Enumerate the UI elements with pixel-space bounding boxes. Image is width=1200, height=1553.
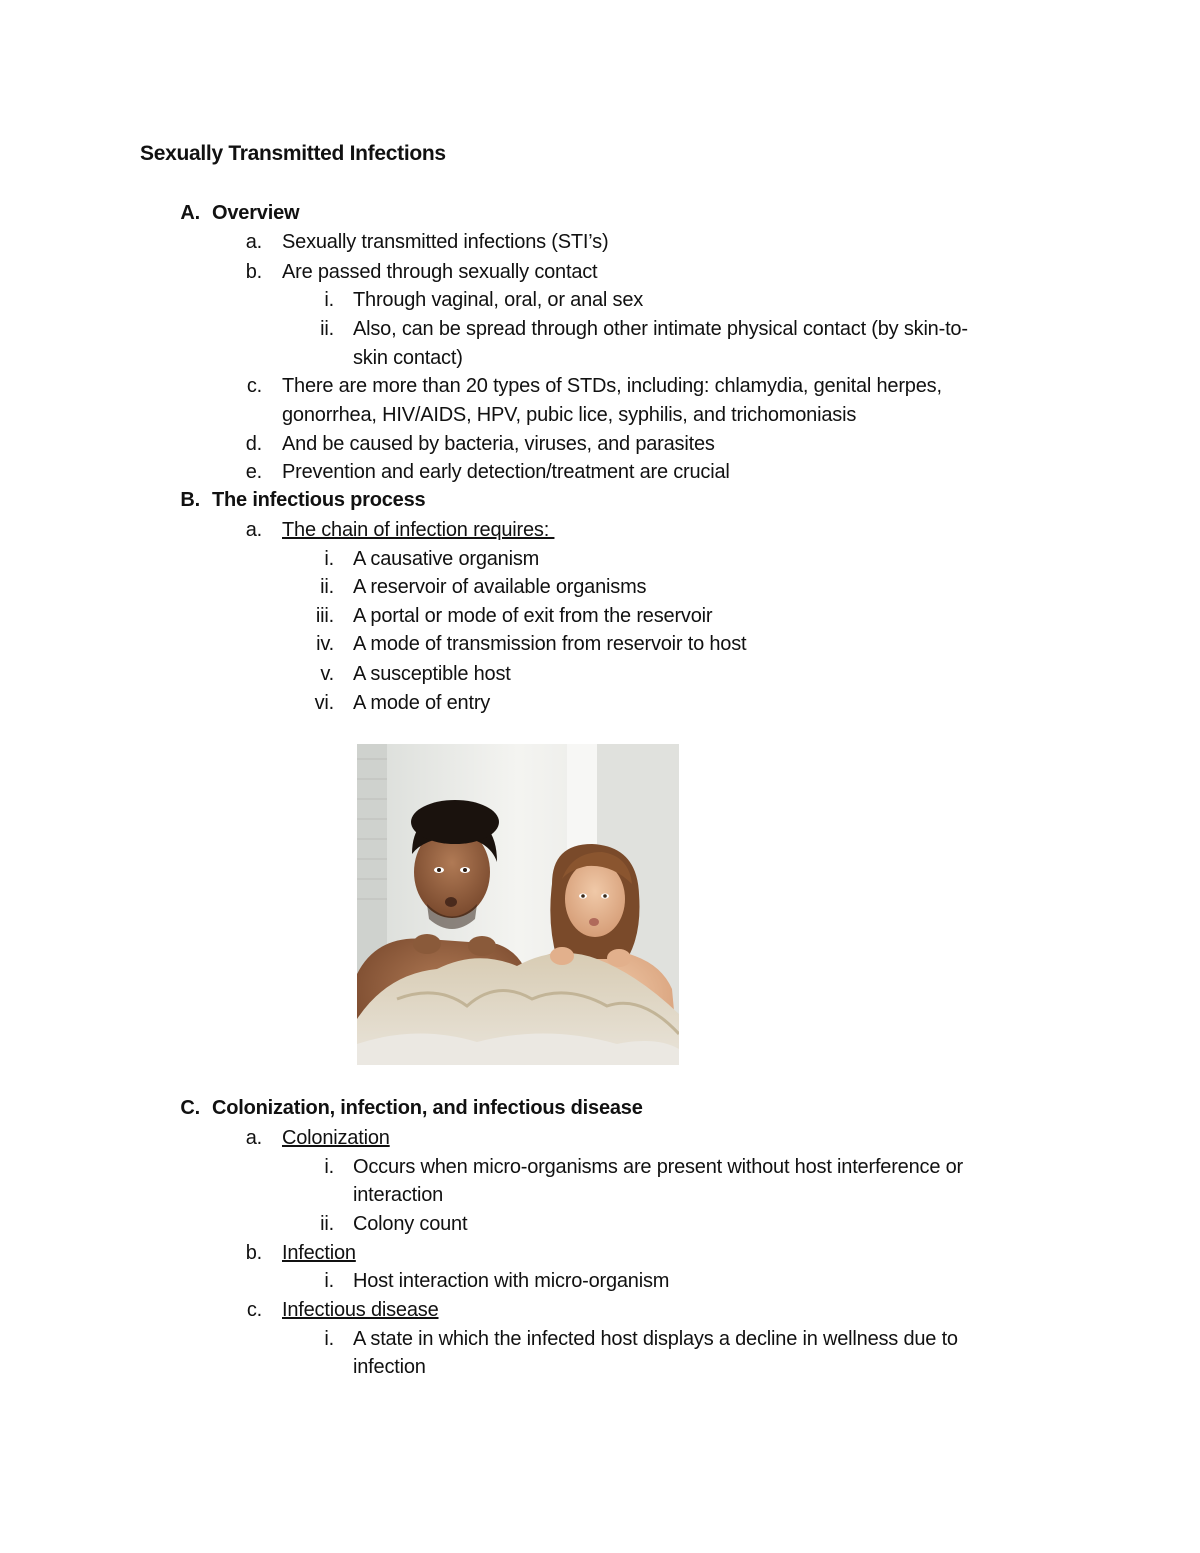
subitem-text: interaction xyxy=(353,1184,444,1206)
item-text: Infection xyxy=(282,1242,356,1264)
section-heading: The infectious process xyxy=(212,489,426,511)
subitem-label: ii. xyxy=(320,318,334,340)
item-label: a. xyxy=(245,231,262,253)
item-text: gonorrhea, HIV/AIDS, HPV, pubic lice, syphilis, and trichomoniasis xyxy=(282,404,857,426)
subitem-label: vi. xyxy=(314,692,334,714)
subitem-label: i. xyxy=(324,548,334,570)
subitem-label: v. xyxy=(320,663,334,685)
subitem-text: Also, can be spread through other intimate physical contact (by skin-to- xyxy=(353,318,968,340)
item-label: c. xyxy=(246,1299,262,1321)
subitem-text: infection xyxy=(353,1356,426,1378)
subitem-text: A causative organism xyxy=(353,548,540,570)
subitem-label: i. xyxy=(324,289,334,311)
section-label: A. xyxy=(180,202,200,224)
document-title: Sexually Transmitted Infections xyxy=(140,142,446,165)
section-heading: Overview xyxy=(212,202,300,224)
subitem-label: i. xyxy=(324,1328,334,1350)
subitem-text: Colony count xyxy=(353,1213,468,1235)
item-text: Prevention and early detection/treatment are crucial xyxy=(282,461,730,483)
item-label: c. xyxy=(246,375,262,397)
subitem-label: i. xyxy=(324,1270,334,1292)
section-heading: Colonization, infection, and infectious disease xyxy=(212,1097,643,1119)
subitem-text: A portal or mode of exit from the reservoir xyxy=(353,605,713,627)
subitem-label: iv. xyxy=(316,633,334,655)
subitem-text: A reservoir of available organisms xyxy=(353,576,647,598)
item-label: b. xyxy=(245,1242,262,1264)
item-label: a. xyxy=(245,1127,262,1149)
item-text: Colonization xyxy=(282,1127,390,1149)
subitem-label: ii. xyxy=(320,1213,334,1235)
subitem-text: A mode of entry xyxy=(353,692,491,714)
subitem-text: Through vaginal, oral, or anal sex xyxy=(353,289,644,311)
subitem-label: ii. xyxy=(320,576,334,598)
couple-in-bed-photo xyxy=(357,744,679,1065)
item-text: Infectious disease xyxy=(282,1299,439,1321)
subitem-label: iii. xyxy=(315,605,334,627)
item-label: e. xyxy=(245,461,262,483)
subitem-text: skin contact) xyxy=(353,347,463,369)
subitem-text: A mode of transmission from reservoir to host xyxy=(353,633,747,655)
item-text: There are more than 20 types of STDs, including: chlamydia, genital herpes, xyxy=(282,375,942,397)
subitem-text: Occurs when micro-organisms are present without host interference or xyxy=(353,1156,963,1178)
item-label: a. xyxy=(245,519,262,541)
item-text: Are passed through sexually contact xyxy=(282,261,598,283)
section-label: B. xyxy=(180,489,200,511)
subitem-text: A susceptible host xyxy=(353,663,511,685)
item-text: The chain of infection requires: xyxy=(282,519,555,541)
item-label: b. xyxy=(245,261,262,283)
subitem-label: i. xyxy=(324,1156,334,1178)
subitem-text: Host interaction with micro-organism xyxy=(353,1270,670,1292)
item-text: And be caused by bacteria, viruses, and parasites xyxy=(282,433,715,455)
item-text: Sexually transmitted infections (STI’s) xyxy=(282,231,609,253)
subitem-text: A state in which the infected host displays a decline in wellness due to xyxy=(353,1328,958,1350)
section-label: C. xyxy=(180,1097,200,1119)
item-label: d. xyxy=(245,433,262,455)
